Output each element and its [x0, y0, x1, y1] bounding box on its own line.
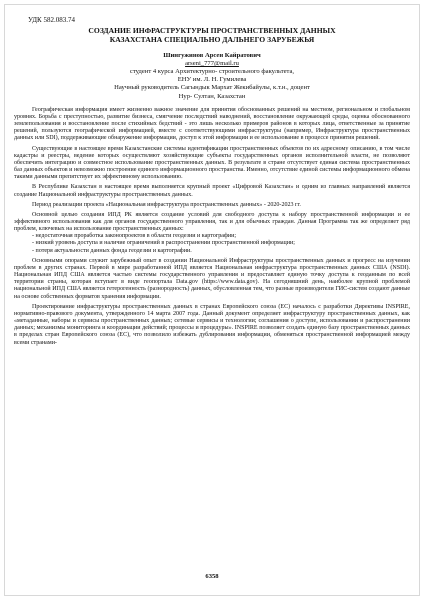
author-email-link[interactable]: arseni_777@mail.ru [185, 59, 239, 67]
author-email-line [14, 60, 410, 68]
title-line-1: СОЗДАНИЕ ИНФРАСТРУКТУРЫ ПРОСТРАНСТВЕННЫХ ДАННЫХ [88, 26, 336, 35]
page-number: 6358 [205, 573, 219, 580]
article-body [14, 107, 410, 347]
paragraph-3: В Республике Казахстан в настоящее время выполняется крупный проект «Цифровой Казахстан» и одним из главных направлений является создание Национальной инфраструктуры пространственных данных. [14, 184, 410, 198]
location-line: Нур- Султан, Казахстан [178, 92, 246, 100]
paragraph-2: Существующие в настоящее время Казахстанские системы идентификации пространственных объектов по их адресному описанию, в том числе кадастры и реестры, ведение которых осуществляют хозяйствующие субъекты государственных органов исполнительной власти, не позволяют обеспечить интеграцию и совместное использование пространственных данных. В результате в стране отсутствует единая система пространственных баз данных объектов и невозможно построение единого информационного пространства. Именно, отсутствие единой системы информационного обмена такими данными препятствует их эффективному использованию. [14, 145, 410, 181]
list-item-1: - недостаточная проработка законопроектов в области геодезии и картографии; [32, 233, 237, 240]
advisor-line: Научный руководитель Сагындык Мархат Жекибайулы, к.т.н., доцент [114, 84, 310, 92]
paragraph-1: Географическая информация имеет жизненно важное значение для принятия обоснованных решений на местном, региональном и глобальном уровнях. Борьба с преступностью, развитие бизнеса, смягчение последствий наводнений, восстановление окружающей среды, оценка обоснованного землепользования и восстановление после стихийных бедствий - это лишь несколько примеров районов в которых лица, ответственные за принятие решений, пользуются географической информацией, вместе с соответствующими инфраструктуры (например, Инфраструктура пространственных данных или SDI), поддерживающие обнаружение информации, доступ к этой информации и ее использование в процессе принятия решений. [14, 106, 410, 142]
affiliation-line-1: студент 4 курса Архитектурно- строительного факультета, [129, 68, 295, 75]
list-item-3: - потеря актуальности данных фонда геодезии и картографии. [32, 247, 192, 254]
paragraph-7: Проектирование инфраструктуры пространственных данных в странах Европейского союза (ЕС) началось с разработки Директивы INSPIRE, нормативно-правового документа, утвержденного 14 марта 2007 года. Данный документ определяет инфраструктуру пространственных данных, как «метаданные, наборы и сервисы пространственных данных; сетевые сервисы и технологии; соглашения о доступе, использовании и распространении данных; механизмы мониторинга и координации действий; процессы и процедуры». INSPIRE позволяет создать единую базу пространственных данных в пределах стран Европейского союза (ЕС), что позволило избежать дублирования информации, обменяться пространственной информацией между всеми странами- [14, 303, 410, 346]
paragraph-4: Период реализации проекта «Национальная инфраструктура пространственных данных» - 2020-2023 гг. [32, 201, 301, 208]
affiliation-line-2: ЕНУ им. Л. Н. Гумилева [177, 76, 247, 84]
paragraph-5: Основной целью создания ИПД РК является создание условий для свободного доступа к набору пространственной информации и ее эффективного использования как для органов государственного управления, так и для обычных граждан. Данная Программа так же определяет ряд проблем, ключевых на использование пространственных данных: [14, 211, 410, 233]
article-title [14, 27, 410, 45]
title-line-2: КАЗАХСТАНА СПЕЦИАЛЬНО ДАЛЬНЕГО ЗАРУБЕЖЬЯ [109, 34, 315, 44]
udk-code: УДК 582.083.74 [28, 16, 75, 24]
list-item-2: - низкий уровень доступа и наличие ограничений в распространении пространственной информации; [32, 240, 295, 247]
author-name: Шингужинов Арсен Кайратович [163, 51, 261, 59]
paragraph-6: Основными опорами служит зарубежный опыт в создании Национальной Инфраструктуры пространственных данных и прогресс на изучении проблем в других странах. Первой в мире разработанной ИПД является Национальная инфраструктура пространственных данных США (NSDI). Национальная ИПД США является частью системы государственного управления и предоставляет единую точку доступа к геоданным по всей территории страны, которая вступает в виде геопортала Data.gov (https://www.data.gov). На сегодняшний день, наиболее крупной проблемой национальной ИПД США является гетерогенность (разнородность) данных, обусловленная тем, что разные производители ГИС-систем создают данные на основе собственных форматов хранения информации. [14, 257, 410, 300]
